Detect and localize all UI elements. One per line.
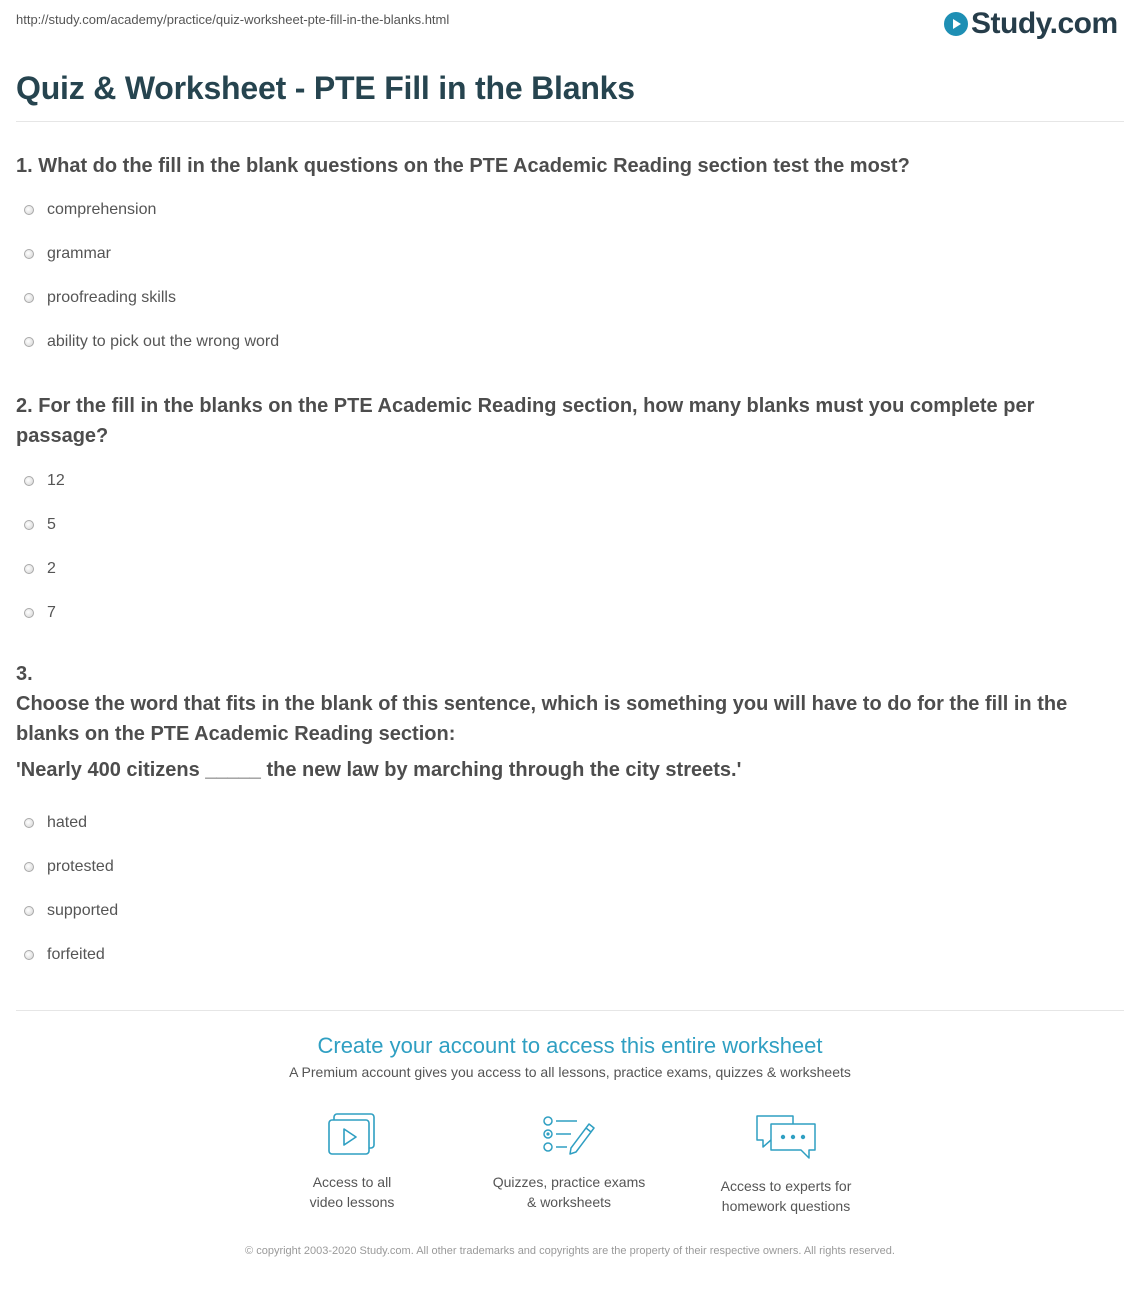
radio-button[interactable] [24,520,34,530]
answer-label: grammar [47,245,112,262]
question-number: 3. [16,663,33,685]
feature-video-lessons [257,1112,447,1212]
feature-label: Access to experts for homework questions [720,1178,852,1214]
radio-button[interactable] [24,476,34,486]
answer-list [16,188,1116,364]
divider [16,121,1124,122]
cta-subtitle: A Premium account gives you access to all lessons, practice exams, quizzes & worksheets [289,1064,851,1080]
page-url: http://study.com/academy/practice/quiz-worksheet-pte-fill-in-the-blanks.html [16,12,450,27]
answer-option[interactable] [16,276,1116,320]
play-circle-icon [944,12,968,36]
radio-button[interactable] [24,862,34,872]
radio-button[interactable] [24,950,34,960]
radio-button[interactable] [24,293,34,303]
radio-button[interactable] [24,818,34,828]
question-1 [16,151,1116,364]
answer-option[interactable] [16,591,1116,635]
radio-button[interactable] [24,608,34,618]
question-3 [16,659,1116,977]
radio-button[interactable] [24,337,34,347]
feature-experts [691,1112,881,1216]
answer-label: forfeited [47,946,105,963]
answer-option[interactable] [16,320,1116,364]
create-account-link[interactable]: Create your account to access this entire worksheet [317,1033,823,1058]
question-text: 1. What do the fill in the blank questions on the PTE Academic Reading section test the most? [16,155,910,177]
answer-label: 12 [47,472,65,489]
question-sentence: 'Nearly 400 citizens _____ the new law by marching through the city streets.' [16,759,742,781]
copyright-notice: © copyright 2003-2020 Study.com. All other trademarks and copyrights are the property of their respective owners. All rights reserved. [245,1245,895,1257]
video-lessons-icon [326,1112,378,1158]
answer-list [16,801,1116,977]
feature-quizzes [474,1112,664,1212]
answer-label: 5 [47,516,56,533]
answer-label: ability to pick out the wrong word [47,333,280,350]
answer-option[interactable] [16,459,1116,503]
answer-label: comprehension [47,201,157,218]
answer-label: protested [47,858,114,875]
answer-label: proofreading skills [47,289,176,306]
answer-option[interactable] [16,188,1116,232]
feature-label: Access to all video lessons [309,1174,395,1210]
radio-button[interactable] [24,906,34,916]
feature-label: Quizzes, practice exams & worksheets [492,1174,646,1210]
answer-option[interactable] [16,933,1116,977]
chat-bubbles-icon [753,1112,819,1162]
answer-label: hated [47,814,88,831]
study-logo[interactable] [944,6,1118,42]
radio-button[interactable] [24,205,34,215]
answer-label: supported [47,902,119,919]
answer-list [16,459,1116,635]
page-title: Quiz & Worksheet - PTE Fill in the Blanks [16,70,635,106]
answer-option[interactable] [16,547,1116,591]
question-text: 2. For the fill in the blanks on the PTE Academic Reading section, how many blanks must you complete per passage? [16,395,1035,447]
answer-option[interactable] [16,889,1116,933]
quiz-checklist-icon [541,1112,597,1158]
logo-text: Study.com [971,7,1118,40]
question-text: Choose the word that fits in the blank of this sentence, which is something you will have to do for the fill in the blanks on the PTE Academic Reading section: [16,693,1068,745]
answer-label: 7 [47,604,56,621]
radio-button[interactable] [24,249,34,259]
divider [16,1010,1124,1011]
question-2 [16,391,1116,635]
answer-label: 2 [47,560,56,577]
radio-button[interactable] [24,564,34,574]
answer-option[interactable] [16,801,1116,845]
answer-option[interactable] [16,503,1116,547]
answer-option[interactable] [16,232,1116,276]
answer-option[interactable] [16,845,1116,889]
